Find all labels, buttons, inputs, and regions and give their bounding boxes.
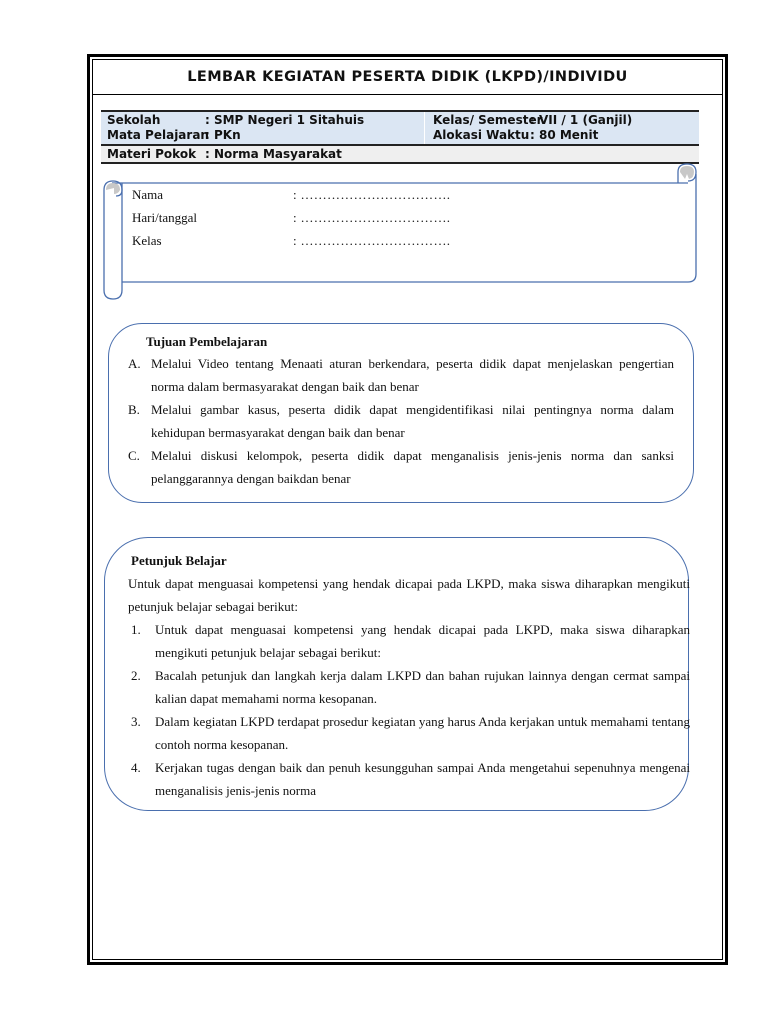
- title-row: [93, 60, 722, 95]
- petunjuk-list: [131, 618, 690, 802]
- info-left-column: [101, 112, 425, 144]
- identity-row-kelas: [132, 229, 450, 252]
- list-text: Untuk dapat menguasai kompetensi yang hendak dicapai pada LKPD, maka siswa diharapkan mengikuti petunjuk belajar sebagai berikut:: [155, 622, 690, 660]
- list-text: Dalam kegiatan LKPD terdapat prosedur kegiatan yang harus Anda kerjakan untuk memahami tentang contoh norma kesopanan.: [155, 714, 690, 752]
- list-marker: B.: [128, 402, 140, 417]
- list-marker: 1.: [131, 622, 141, 637]
- info-block: [101, 110, 699, 164]
- tujuan-heading: Tujuan Pembelajaran: [146, 334, 268, 349]
- right-curl-shading: [680, 166, 694, 179]
- alokasi-label: Alokasi Waktu: [433, 128, 530, 142]
- tujuan-list: [128, 352, 674, 490]
- tujuan-item: [128, 398, 674, 444]
- mapel-value: : PKn: [205, 128, 241, 142]
- sekolah-row: [107, 113, 418, 128]
- mapel-label: Mata Pelajaran: [107, 128, 209, 142]
- petunjuk-item: [131, 664, 690, 710]
- kelas-semester-row: [433, 113, 693, 128]
- petunjuk-item: [131, 756, 690, 802]
- hari-tanggal-field[interactable]: : …………………………….: [293, 210, 451, 225]
- document-title: LEMBAR KEGIATAN PESERTA DIDIK (LKPD)/INDIVIDU: [187, 69, 628, 85]
- kelas-semester-value: : VII / 1 (Ganjil): [530, 113, 633, 127]
- identity-row-tanggal: [132, 206, 450, 229]
- info-band: [101, 110, 699, 146]
- info-right-column: [425, 112, 699, 144]
- sekolah-label: Sekolah: [107, 113, 161, 127]
- sekolah-value: : SMP Negeri 1 Sitahuis: [205, 113, 365, 127]
- tujuan-item: [128, 352, 674, 398]
- petunjuk-item: [131, 710, 690, 756]
- list-text: Kerjakan tugas dengan baik dan penuh kesungguhan sampai Anda mengetahui sepenuhnya mengenai menganalisis jenis-jenis norma: [155, 760, 690, 798]
- petunjuk-item: [131, 618, 690, 664]
- identity-fields: [132, 183, 450, 252]
- kelas-semester-label: Kelas/ Semester: [433, 113, 543, 127]
- list-marker: 4.: [131, 760, 141, 775]
- list-marker: 2.: [131, 668, 141, 683]
- petunjuk-heading: Petunjuk Belajar: [131, 553, 227, 568]
- left-curl-shading: [106, 183, 120, 194]
- hari-tanggal-label: Hari/tanggal: [132, 210, 197, 225]
- list-text: Melalui Video tentang Menaati aturan berkendara, peserta didik dapat menjelaskan pengertian norma dalam bermasyarakat dengan baik dan benar: [151, 356, 674, 394]
- materi-value: : Norma Masyarakat: [205, 147, 342, 161]
- kelas-label: Kelas: [132, 233, 162, 248]
- petunjuk-intro: Untuk dapat menguasai kompetensi yang hendak dicapai pada LKPD, maka siswa diharapkan mengikuti petunjuk belajar sebagai berikut:: [128, 576, 690, 614]
- list-marker: 3.: [131, 714, 141, 729]
- alokasi-row: [433, 128, 693, 143]
- identity-row-nama: [132, 183, 450, 206]
- mapel-row: [107, 128, 418, 143]
- tujuan-item: [128, 444, 674, 490]
- list-text: Bacalah petunjuk dan langkah kerja dalam LKPD dan bahan rujukan lainnya dengan cermat sampai kalian dapat memahami norma kesopanan.: [155, 668, 690, 706]
- list-text: Melalui diskusi kelompok, peserta didik dapat menganalisis jenis-jenis norma dan sanksi pelanggarannya dengan baikdan benar: [151, 448, 674, 486]
- list-text: Melalui gambar kasus, peserta didik dapat mengidentifikasi nilai pentingnya norma dalam kehidupan bermasyarakat dengan baik dan benar: [151, 402, 674, 440]
- materi-label: Materi Pokok: [107, 147, 197, 161]
- list-marker: C.: [128, 448, 140, 463]
- list-marker: A.: [128, 356, 141, 371]
- alokasi-value: : 80 Menit: [530, 128, 599, 142]
- kelas-field[interactable]: : …………………………….: [293, 233, 451, 248]
- nama-label: Nama: [132, 187, 164, 202]
- nama-field[interactable]: : …………………………….: [293, 187, 451, 202]
